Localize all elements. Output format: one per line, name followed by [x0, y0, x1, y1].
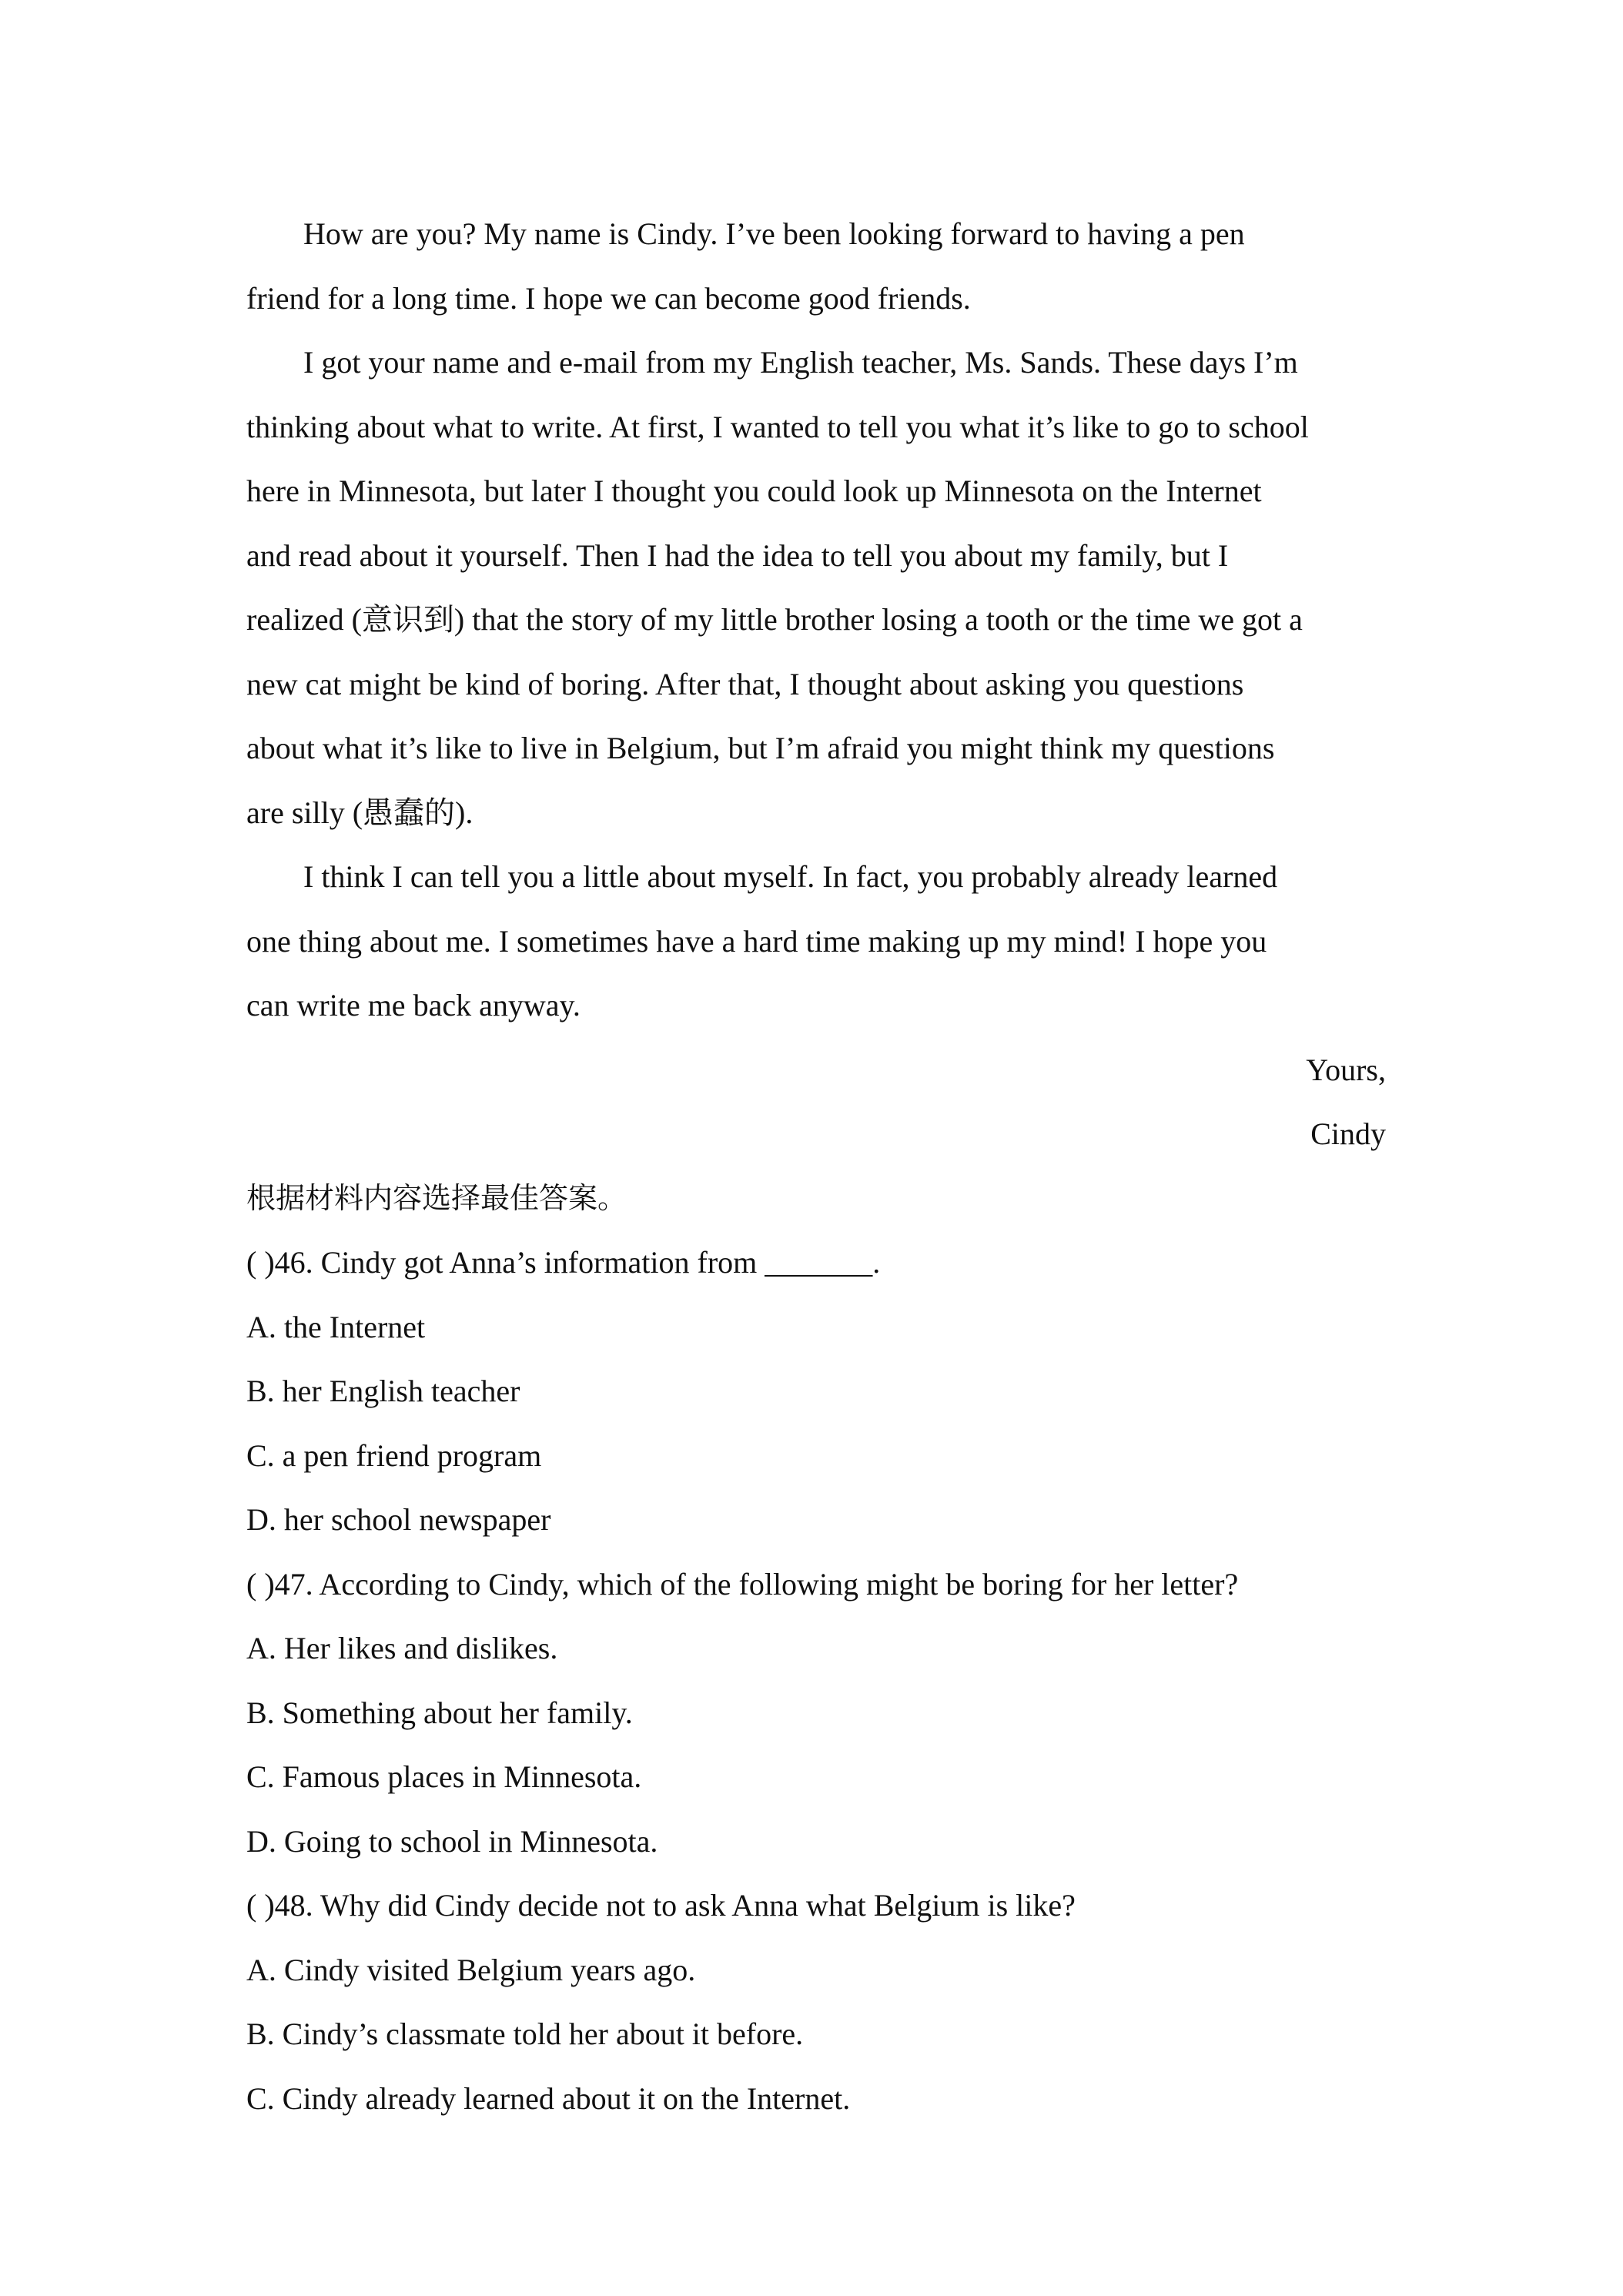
letter-body	[246, 202, 1386, 1166]
answer-option: B. Cindy’s classmate told her about it before.	[246, 2017, 804, 2051]
letter-line: thinking about what to write. At first, I wanted to tell you what it’s like to go to school	[246, 409, 1309, 444]
letter-line: here in Minnesota, but later I thought you could look up Minnesota on the Internet	[246, 474, 1262, 508]
answer-option: A. Cindy visited Belgium years ago.	[246, 1952, 696, 1987]
question-stem: ( )47. According to Cindy, which of the following might be boring for her letter?	[246, 1566, 1239, 1602]
answer-option: A. the Internet	[246, 1309, 426, 1344]
letter-signature: Cindy	[1310, 1116, 1386, 1151]
document-page	[246, 202, 1386, 2130]
answer-option: D. Going to school in Minnesota.	[246, 1823, 658, 1859]
answer-option: C. a pen friend program	[246, 1438, 542, 1473]
letter-line: are silly (愚蠢的).	[246, 795, 474, 830]
answer-option: B. her English teacher	[246, 1374, 520, 1408]
question-47	[246, 1552, 1386, 1874]
letter-line: and read about it yourself. Then I had the idea to tell you about my family, but I	[246, 537, 1229, 573]
letter-closing: Yours,	[1306, 1052, 1386, 1087]
question-46	[246, 1230, 1386, 1552]
instruction-text: 根据材料内容选择最佳答案。	[246, 1180, 627, 1215]
letter-line: new cat might be kind of boring. After that, I thought about asking you questions	[246, 666, 1244, 701]
letter-line: can write me back anyway.	[246, 988, 581, 1022]
answer-option: C. Cindy already learned about it on the Internet.	[246, 2080, 851, 2116]
answer-option: B. Something about her family.	[246, 1695, 633, 1730]
letter-line: I got your name and e-mail from my English teacher, Ms. Sands. These days I’m	[303, 345, 1298, 380]
answer-option: A. Her likes and dislikes.	[246, 1631, 558, 1665]
question-stem: ( )46. Cindy got Anna’s information from _______.	[246, 1245, 881, 1280]
letter-line: realized (意识到) that the story of my little brother losing a tooth or the time we got a	[246, 602, 1303, 637]
question-48	[246, 1873, 1386, 2130]
letter-line: How are you? My name is Cindy. I’ve been looking forward to having a pen	[303, 216, 1245, 251]
letter-line: friend for a long time. I hope we can become good friends.	[246, 280, 971, 316]
answer-option: D. her school newspaper	[246, 1502, 551, 1537]
letter-line: about what it’s like to live in Belgium, but I’m afraid you might think my questions	[246, 731, 1275, 765]
letter-line: I think I can tell you a little about myself. In fact, you probably already learned	[303, 859, 1278, 894]
question-stem: ( )48. Why did Cindy decide not to ask Anna what Belgium is like?	[246, 1888, 1076, 1923]
letter-line: one thing about me. I sometimes have a hard time making up my mind! I hope you	[246, 923, 1267, 959]
answer-option: C. Famous places in Minnesota.	[246, 1759, 642, 1794]
